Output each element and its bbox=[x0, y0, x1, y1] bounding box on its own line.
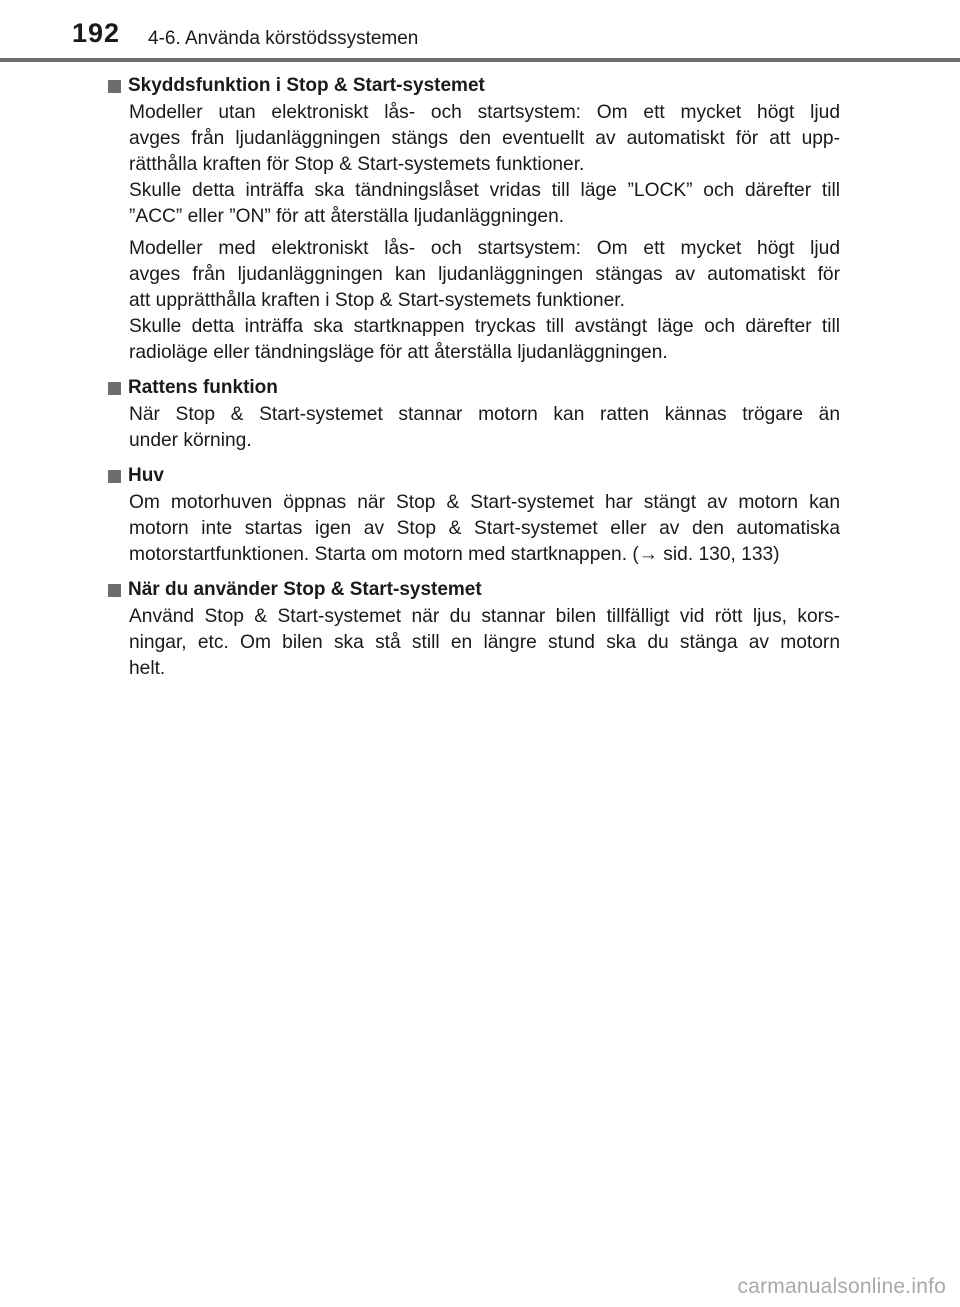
text-line: Modeller utan elektroniskt lås- och startsystem: Om ett mycket högt ljud bbox=[129, 102, 840, 123]
text-line: avges från ljudanläggningen kan ljudanläggningen stängas av automatiskt för bbox=[129, 264, 840, 285]
header-rule bbox=[0, 58, 960, 62]
section-heading-text: Rattens funktion bbox=[128, 377, 278, 398]
text-line: ”ACC” eller ”ON” för att återställa ljudanläggningen. bbox=[129, 206, 565, 227]
text-line: helt. bbox=[129, 658, 166, 679]
paragraph bbox=[129, 100, 840, 230]
text-line: avges från ljudanläggningen stängs den eventuellt av automatiskt för att upp- bbox=[129, 128, 840, 149]
text-line: Om motorhuven öppnas när Stop & Start-systemet har stängt av motorn kan bbox=[129, 492, 840, 513]
page-number: 192 bbox=[72, 18, 121, 48]
section-heading-text: När du använder Stop & Start-systemet bbox=[128, 579, 482, 600]
square-bullet-icon bbox=[108, 470, 121, 483]
section-hood bbox=[108, 462, 840, 568]
section-heading bbox=[108, 374, 840, 402]
section-heading bbox=[108, 72, 840, 100]
square-bullet-icon bbox=[108, 80, 121, 93]
paragraph bbox=[129, 402, 840, 454]
text-line: att upprätthålla kraften i Stop & Start-systemets funktioner. bbox=[129, 290, 625, 311]
text-line: rätthålla kraften för Stop & Start-systemets funktioner. bbox=[129, 154, 585, 175]
site-watermark: carmanualsonline.info bbox=[737, 1275, 946, 1298]
page-content bbox=[108, 72, 840, 690]
section-stop-start-protection bbox=[108, 72, 840, 366]
text-line: ningar, etc. Om bilen ska stå still en längre stund ska du stänga av motorn bbox=[129, 632, 840, 653]
text-line: under körning. bbox=[129, 430, 252, 451]
text-line: Modeller med elektroniskt lås- och startsystem: Om ett mycket högt ljud bbox=[129, 238, 840, 259]
section-heading bbox=[108, 462, 840, 490]
text-line: Skulle detta inträffa ska startknappen tryckas till avstängt läge och därefter till bbox=[129, 316, 840, 337]
section-using-stop-start bbox=[108, 576, 840, 682]
text-line: Använd Stop & Start-systemet när du stannar bilen tillfälligt vid rött ljus, kors- bbox=[129, 606, 840, 627]
text-line: radioläge eller tändningsläge för att återställa ljudanläggningen. bbox=[129, 342, 668, 363]
square-bullet-icon bbox=[108, 382, 121, 395]
text-line: motorstartfunktionen. Starta om motorn med startknappen. (→ sid. 130, 133) bbox=[129, 544, 780, 565]
section-heading bbox=[108, 576, 840, 604]
section-steering-function bbox=[108, 374, 840, 454]
section-heading-text: Skyddsfunktion i Stop & Start-systemet bbox=[128, 75, 485, 96]
paragraph bbox=[129, 604, 840, 682]
page-header bbox=[0, 0, 960, 64]
text-line: motorn inte startas igen av Stop & Start-systemet eller av den automatiska bbox=[129, 518, 840, 539]
text-line: Skulle detta inträffa ska tändningslåset vridas till läge ”LOCK” och därefter till bbox=[129, 180, 840, 201]
square-bullet-icon bbox=[108, 584, 121, 597]
paragraph bbox=[129, 236, 840, 366]
text-line: När Stop & Start-systemet stannar motorn kan ratten kännas trögare än bbox=[129, 404, 840, 425]
section-title: 4-6. Använda körstödssystemen bbox=[148, 28, 419, 49]
section-heading-text: Huv bbox=[128, 465, 164, 486]
paragraph bbox=[129, 490, 840, 568]
